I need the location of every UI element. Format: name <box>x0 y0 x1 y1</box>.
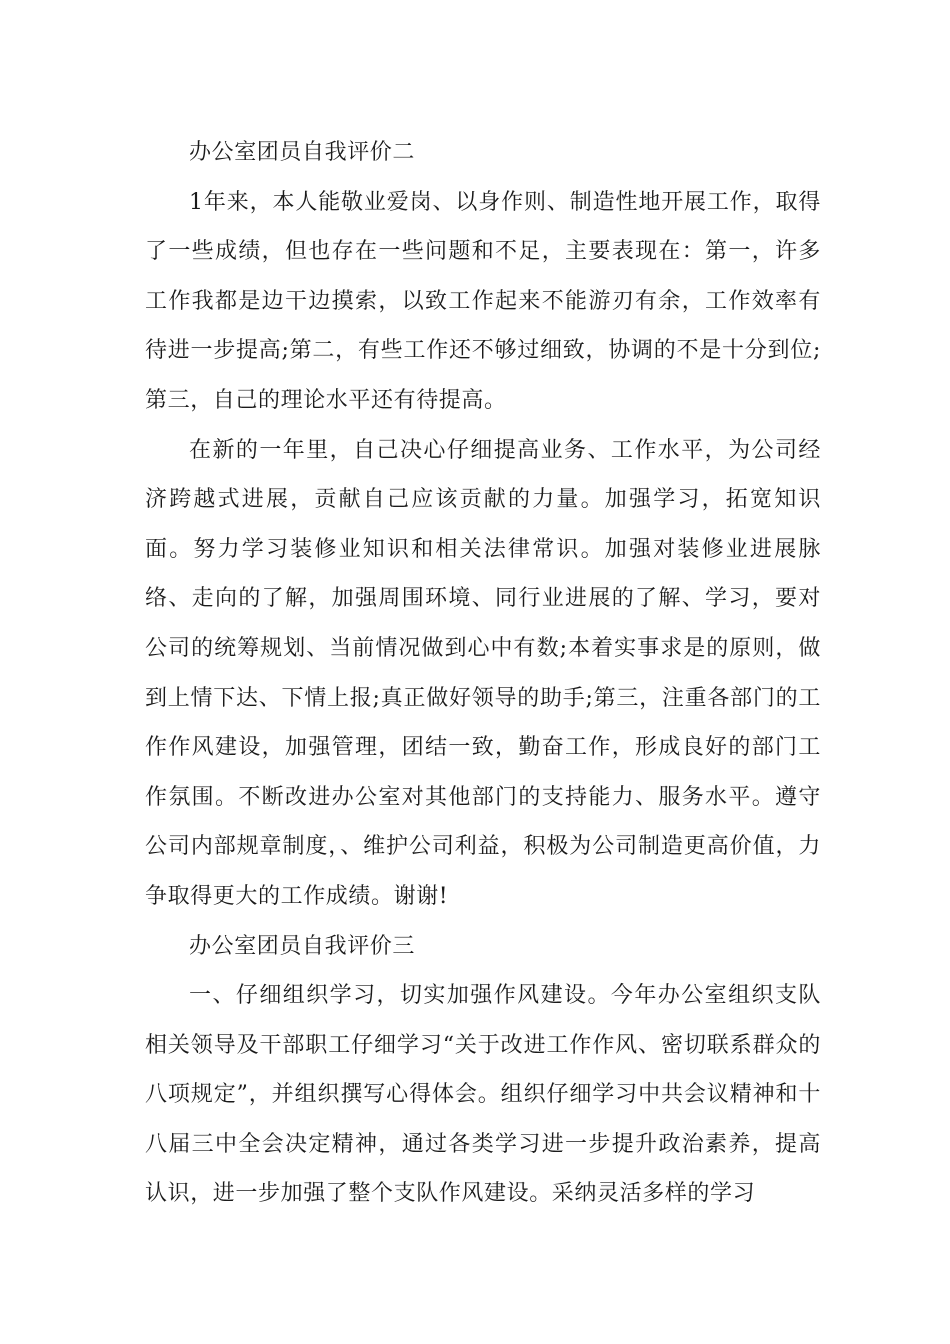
paragraph: 在新的一年里，自己决心仔细提高业务、工作水平，为公司经济跨越式进展，贡献自己应该贡献的力量。加强学习，拓宽知识面。努力学习装修业知识和相关法律常识。加强对装修业进展脉络、走向的了解，加强周围环境、同行业进展的了解、学习，要对公司的统筹规划、当前情况做到心中有数;本着实事求是的原则，做到上情下达、下情上报;真正做好领导的助手;第三，注重各部门的工作作风建设，加强管理，团结一致，勤奋工作，形成良好的部门工作氛围。不断改进办公室对其他部门的支持能力、服务水平。遵守公司内部规章制度，、维护公司利益，积极为公司制造更高价值，力争取得更大的工作成绩。谢谢! <box>145 437 821 909</box>
section-heading-2: 办公室团员自我评价二 <box>189 140 416 165</box>
paragraph: 一、仔细组织学习，切实加强作风建设。今年办公室组织支队相关领导及干部职工仔细学习“关于改进工作作风、密切联系群众的八项规定”，并组织撰写心得体会。组织仔细学习中共会议精神和十八届三中全会决定精神，通过各类学习进一步提升政治素养，提高认识，进一步加强了整个支队作风建设。采纳灵活多样的学习 <box>145 983 821 1207</box>
document-body <box>145 128 821 1219</box>
section-heading-3: 办公室团员自我评价三 <box>189 933 416 959</box>
paragraph: 1年来，本人能敬业爱岗、以身作则、制造性地开展工作，取得了一些成绩，但也存在一些问题和不足，主要表现在：第一，许多工作我都是边干边摸索，以致工作起来不能游刃有余，工作效率有待进一步提高;第二，有些工作还不够过细致，协调的不是十分到位;第三，自己的理论水平还有待提高。 <box>145 189 821 413</box>
